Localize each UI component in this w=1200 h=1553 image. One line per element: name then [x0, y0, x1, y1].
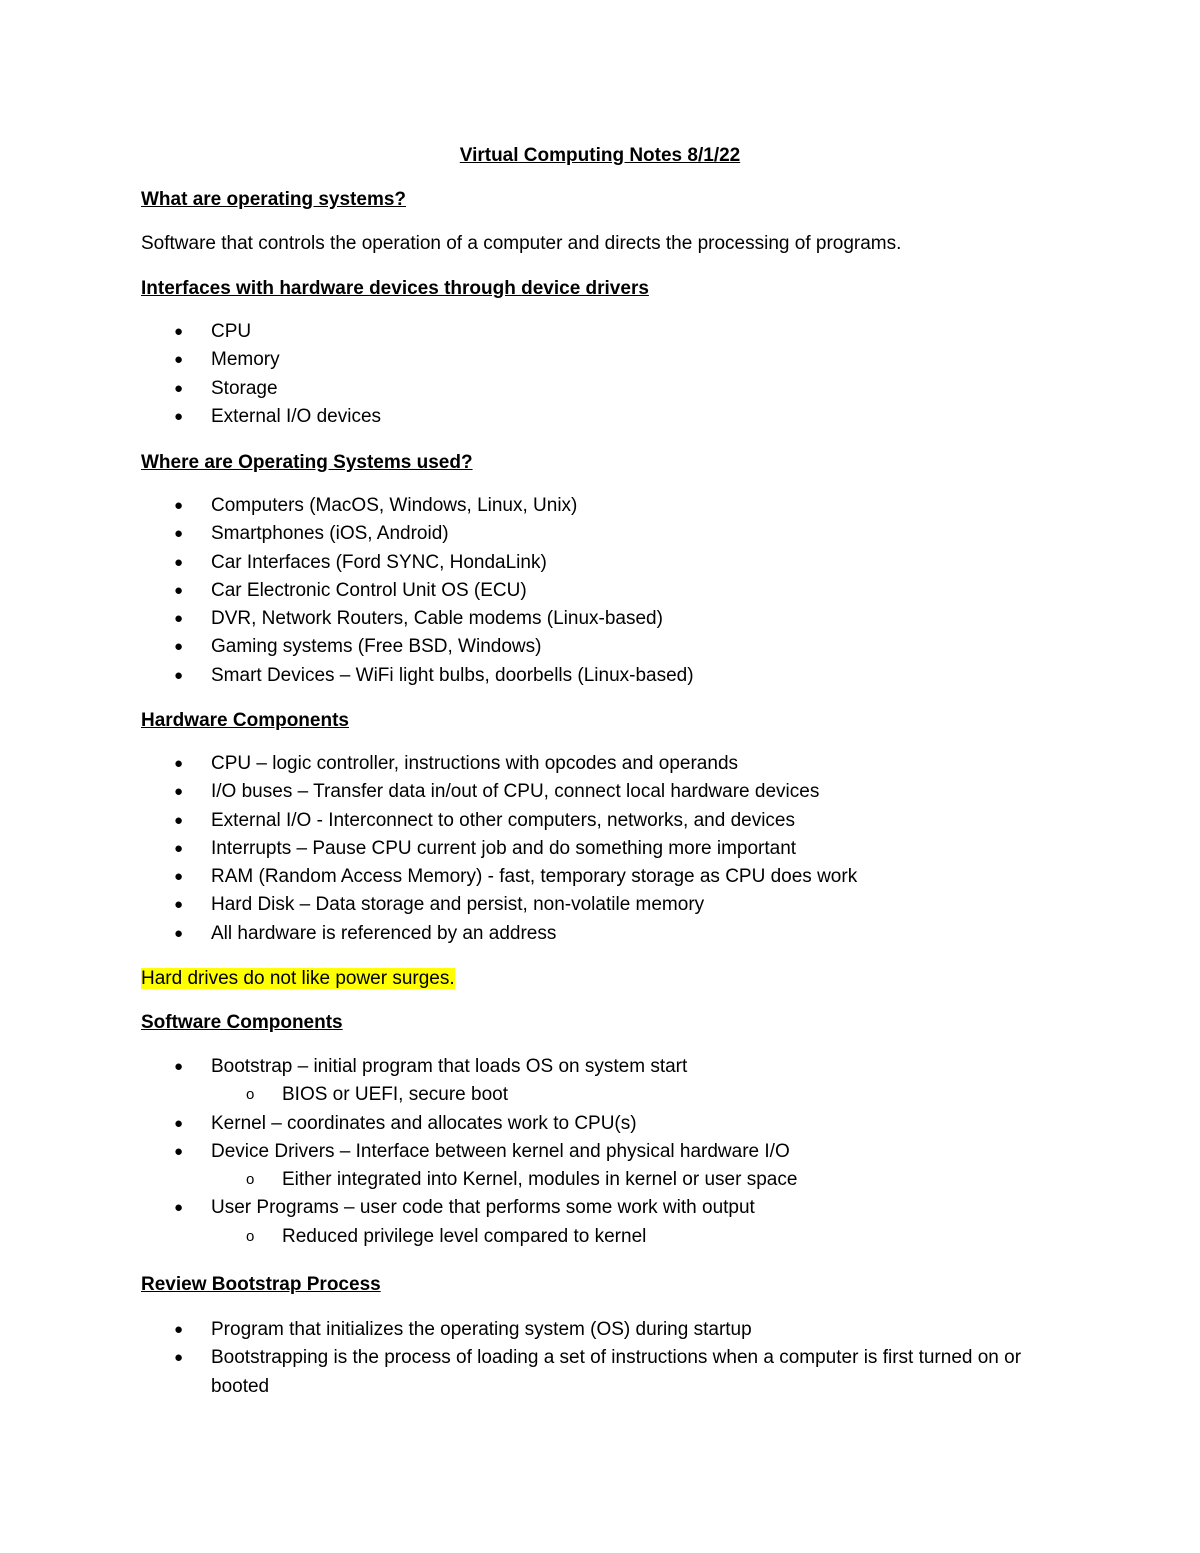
bullet-icon: ● [174, 811, 184, 829]
list-item: ● DVR, Network Routers, Cable modems (Linux-based) [0, 605, 1200, 633]
software-components-list [0, 1053, 1200, 1251]
bullet-icon: ● [174, 1142, 184, 1160]
page-title: Virtual Computing Notes 8/1/22 [459, 145, 741, 166]
highlighted-note-text: Hard drives do not like power surges. [141, 968, 455, 989]
list-item: ● Memory [0, 346, 1200, 374]
bullet-icon: ● [174, 1114, 184, 1132]
list-item: ● Smart Devices – WiFi light bulbs, doorbells (Linux-based) [0, 662, 1200, 690]
bullet-icon: ● [174, 1058, 184, 1075]
list-item: ● Storage [0, 375, 1200, 403]
section-heading-bootstrap: Review Bootstrap Process [141, 1274, 381, 1295]
list-item: ● Car Interfaces (Ford SYNC, HondaLink) [0, 549, 1200, 577]
list-item: ● CPU – logic controller, instructions with opcodes and operands [0, 750, 1200, 778]
sub-bullet-icon: o [246, 1171, 255, 1189]
bullet-icon: ● [174, 525, 184, 543]
list-item: ● Gaming systems (Free BSD, Windows) [0, 633, 1200, 661]
os-usage-list [0, 492, 1200, 690]
bullet-icon: ● [174, 896, 184, 914]
sub-bullet-icon: o [246, 1227, 255, 1245]
bullet-icon: ● [174, 924, 184, 942]
device-drivers-list [0, 318, 1200, 431]
list-item: ● Kernel – coordinates and allocates work to CPU(s) [0, 1110, 1200, 1138]
bullet-icon: ● [174, 666, 184, 684]
list-item: ● I/O buses – Transfer data in/out of CPU, connect local hardware devices [0, 778, 1200, 806]
list-item: ● External I/O devices [0, 403, 1200, 431]
bullet-icon: ● [174, 783, 184, 801]
definition-paragraph: Software that controls the operation of a computer and directs the processing of programs. [141, 233, 902, 254]
list-item: ● Bootstrapping is the process of loading a set of instructions when a computer is first turned on or booted [0, 1344, 1041, 1401]
bullet-icon: ● [174, 351, 184, 369]
bullet-icon: ● [174, 839, 184, 857]
bullet-icon: ● [174, 553, 184, 571]
bullet-icon: ● [174, 755, 184, 772]
bullet-icon: ● [174, 1199, 184, 1217]
highlighted-note [141, 966, 455, 992]
list-item: ● Smartphones (iOS, Android) [0, 520, 1200, 548]
section-heading-device-drivers: Interfaces with hardware devices through device drivers [141, 278, 649, 299]
bullet-icon: ● [174, 407, 184, 425]
bullet-icon: ● [174, 1321, 184, 1338]
sub-bullet-icon: o [246, 1086, 255, 1104]
list-item: ● User Programs – user code that performs some work with output [0, 1194, 1200, 1222]
list-item: ● Program that initializes the operating system (OS) during startup [0, 1316, 1200, 1344]
bullet-icon: ● [174, 638, 184, 656]
section-heading-hardware: Hardware Components [141, 710, 349, 731]
hardware-components-list [0, 750, 1200, 948]
list-item: ● RAM (Random Access Memory) - fast, temporary storage as CPU does work [0, 863, 1200, 891]
list-item: ● Interrupts – Pause CPU current job and do something more important [0, 835, 1200, 863]
bullet-icon: ● [174, 581, 184, 599]
section-heading-software: Software Components [141, 1012, 343, 1033]
bullet-icon: ● [174, 497, 184, 514]
section-heading-os-usage: Where are Operating Systems used? [141, 452, 473, 473]
list-item: ● CPU [0, 318, 1200, 346]
bullet-icon: ● [174, 610, 184, 628]
list-item: ● Hard Disk – Data storage and persist, non-volatile memory [0, 891, 1200, 919]
section-heading-operating-systems: What are operating systems? [141, 189, 407, 210]
bullet-icon: ● [174, 868, 184, 886]
list-item: ● Car Electronic Control Unit OS (ECU) [0, 577, 1200, 605]
sub-list-item: o BIOS or UEFI, secure boot [0, 1081, 1200, 1109]
list-item: ● Device Drivers – Interface between kernel and physical hardware I/O [0, 1138, 1200, 1166]
bullet-icon: ● [174, 1349, 184, 1367]
bullet-icon: ● [174, 379, 184, 397]
bootstrap-process-list [0, 1316, 1200, 1401]
bullet-icon: ● [174, 323, 184, 340]
sub-list-item: o Reduced privilege level compared to kernel [0, 1223, 1200, 1251]
list-item: ● Computers (MacOS, Windows, Linux, Unix) [0, 492, 1200, 520]
list-item: ● External I/O - Interconnect to other computers, networks, and devices [0, 807, 1200, 835]
sub-list-item: o Either integrated into Kernel, modules in kernel or user space [0, 1166, 1200, 1194]
list-item: ● All hardware is referenced by an address [0, 920, 1200, 948]
list-item: ● Bootstrap – initial program that loads OS on system start [0, 1053, 1200, 1081]
